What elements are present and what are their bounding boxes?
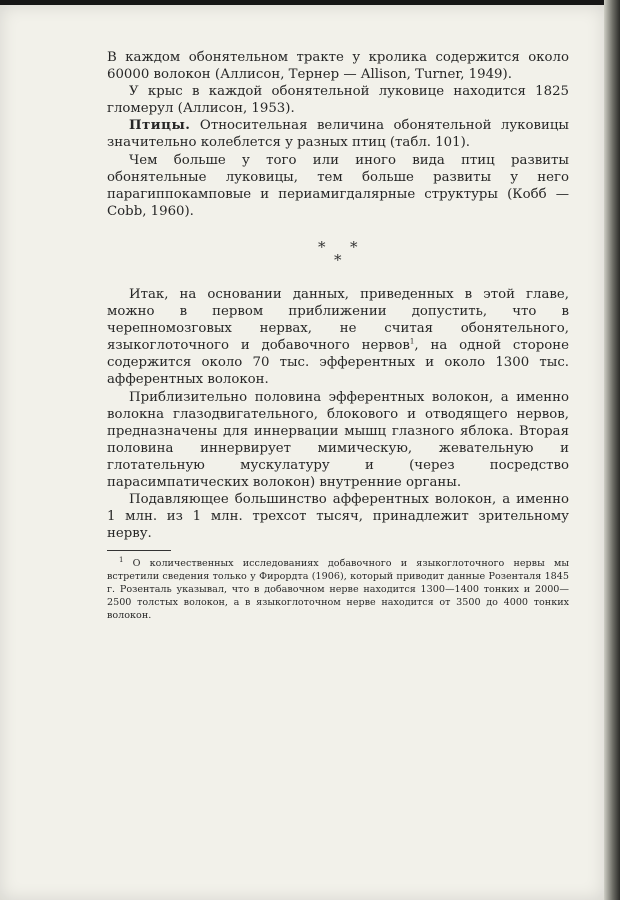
paragraph-afferent-fibers: Подавляющее большинство афферентных волокон, а именно 1 млн. из 1 млн. трехсот тысяч, принадлежит зрительному нерву. bbox=[107, 492, 569, 542]
paragraph-birds-structures: Чем больше у того или иного вида птиц развиты обонятельные луковицы, тем больше развиты у него парагиппокамповые и периамигдалярные структуры (Кобб — Cobb, 1960). bbox=[107, 152, 569, 219]
paragraph-summary-fibers: Итак, на основании данных, приведенных в этой главе, можно в первом приближении допустить, что в черепномозговых нервах, не считая обонятельного, языкоглоточного и добавочного нервов$^1$, на одной стороне содержится около 70 тыс. эфферентных и около 1300 тыс. афферентных волокон. bbox=[107, 286, 569, 388]
section-separator bbox=[107, 237, 569, 269]
book-spine-shadow bbox=[604, 0, 620, 900]
paragraph-rabbit-olfactory-tract: В каждом обонятельном тракте у кролика содержится около 60000 волокон (Аллисон, Тернер — Allison, Turner, 1949). bbox=[107, 50, 569, 83]
separator-star: * bbox=[318, 237, 326, 256]
paragraph-birds: Птицы. Относительная величина обонятельной луковицы значительно колеблется у разных птиц (табл. 101). bbox=[107, 118, 569, 151]
footnote: $^1$ О количественных исследованиях добавочного и языкоглоточного нервы мы встретили сведения только у Фирордта (1906), который приводит данные Розенталя 1845 г. Розенталь указывал, что в добавочном нерве находится 1300—1400 тонких и 2000—2500 толстых волокон, а в языкоглоточном нерве находится от 3500 до 4000 тонких волокон. bbox=[107, 556, 569, 622]
footnote-divider bbox=[107, 550, 171, 551]
separator-star: * bbox=[334, 250, 342, 269]
footnote-mark: 1 bbox=[119, 556, 124, 565]
separator-star: * bbox=[350, 237, 358, 256]
paragraph-rat-glomeruli: У крыс в каждой обонятельной луковице находится 1825 гломерул (Аллисон, 1953). bbox=[107, 84, 569, 117]
section-label-birds: Птицы. bbox=[129, 118, 191, 134]
page-content bbox=[107, 49, 569, 622]
book-page bbox=[0, 5, 604, 900]
paragraph-efferent-fibers: Приблизительно половина эфферентных волокон, а именно волокна глазодвигательного, блокового и отводящего нервов, предназначены для иннервации мышц глазного яблока. Вторая половина иннервирует мимическую, жевательную и глотательную мускулатуру и (через посредство парасимпатических волокон) внутренние органы. bbox=[107, 389, 569, 490]
footnote-reference: 1 bbox=[409, 337, 415, 346]
